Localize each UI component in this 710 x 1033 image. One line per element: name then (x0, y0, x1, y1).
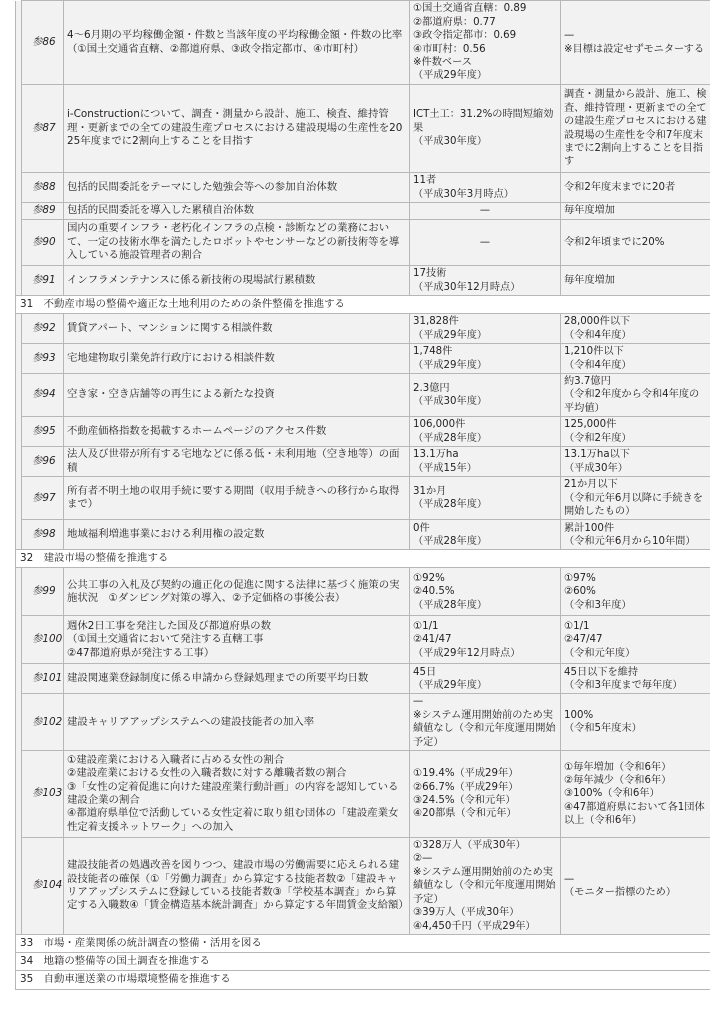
target-value: 調査・測量から設計、施工、検査、維持管理・更新までの全ての建設生産プロセスにおける建設現場の生産性を令和7年度末までに2割向上することを目指す (561, 85, 710, 173)
indicator-id: 参100 (22, 616, 64, 664)
current-value: ICT土工：31.2%の時間短縮効果 （平成30年度） (410, 85, 561, 173)
target-value: 100% （令和5年度末） (561, 694, 710, 751)
indicator-description: 包括的民間委託を導入した累積自治体数 (64, 203, 410, 220)
current-value: — ※システム運用開始前のため実績値なし（令和元年度運用開始予定） (410, 694, 561, 751)
current-value: 106,000件 （平成28年度） (410, 417, 561, 447)
target-value: 毎年度増加 (561, 203, 710, 220)
indicator-row (16, 220, 710, 266)
indicator-row (16, 374, 710, 417)
target-value: 13.1万ha以下 （平成30年） (561, 447, 710, 477)
indicator-row (16, 694, 710, 751)
indicator-id: 参97 (22, 477, 64, 520)
section-header-row (16, 934, 710, 952)
target-value: 21か月以下 （令和元年6月以降に手続きを開始したもの） (561, 477, 710, 520)
indicator-description: 空き家・空き店舗等の再生による新たな投資 (64, 374, 410, 417)
indicator-description: 建設キャリアアップシステムへの建設技能者の加入率 (64, 694, 410, 751)
target-value: 令和2年度末までに20者 (561, 173, 710, 203)
current-value: — (410, 203, 561, 220)
section-header-row (16, 970, 710, 989)
indicator-row (16, 314, 710, 344)
target-value: ①1/1 ②47/47 （令和元年度） (561, 616, 710, 664)
target-value: 累計100件 （令和元年6月から10年間） (561, 520, 710, 550)
indicator-id: 参98 (22, 520, 64, 550)
indicator-description: 地域福利増進事業における利用権の設定数 (64, 520, 410, 550)
indicator-id: 参102 (22, 694, 64, 751)
indicator-id: 参89 (22, 203, 64, 220)
target-value: 125,000件 （令和2年度） (561, 417, 710, 447)
current-value: — (410, 220, 561, 266)
indicator-id: 参94 (22, 374, 64, 417)
indicator-description: 建設関連業登録制度に係る申請から登録処理までの所要平均日数 (64, 664, 410, 694)
indicator-description: 所有者不明土地の収用手続に要する期間（収用手続きへの移行から取得まで） (64, 477, 410, 520)
indicator-row (16, 1, 710, 85)
current-value: ①328万人（平成30年） ②— ※システム運用開始前のため実績値なし（令和元年度運用開始予定） ③39万人（平成30年） ④4,450千円（平成29年） (410, 838, 561, 935)
section-title: 35 自動車運送業の市場環境整備を推進する (16, 970, 710, 989)
indicator-description: 建設技能者の処遇改善を図りつつ、建設市場の労働需要に応えられる建設技能者の確保（①「労働力調査」から算定する技能者数②「建設キャリアアップシステムに登録している技能者数③「学校基本調査」から算定する入職数④「賃金構造基本統計調査」から算定する年間賃金支給額） (64, 838, 410, 935)
target-value: 令和2年頃までに20% (561, 220, 710, 266)
indicator-id: 参90 (22, 220, 64, 266)
current-value: 1,748件 （平成29年度） (410, 344, 561, 374)
indicator-row (16, 417, 710, 447)
target-value: 毎年度増加 (561, 266, 710, 296)
indicator-description: 不動産価格指数を掲載するホームページのアクセス件数 (64, 417, 410, 447)
indicator-description: 宅地建物取引業免許行政庁における相談件数 (64, 344, 410, 374)
target-value: ①97% ②60% （令和3年度） (561, 568, 710, 616)
indicator-row (16, 616, 710, 664)
target-value: — （モニター指標のため） (561, 838, 710, 935)
current-value: 2.3億円 （平成30年度） (410, 374, 561, 417)
indicator-id: 参93 (22, 344, 64, 374)
target-value: — ※目標は設定せずモニターする (561, 1, 710, 85)
indicator-row (16, 85, 710, 173)
current-value: 17技術 （平成30年12月時点） (410, 266, 561, 296)
indicator-description: 週休2日工事を発注した国及び都道府県の数 （①国土交通省において発注する直轄工事 ②47都道府県が発注する工事） (64, 616, 410, 664)
indicator-description: 公共工事の入札及び契約の適正化の促進に関する法律に基づく施策の実施状況 ①ダンピング対策の導入、②予定価格の事後公表） (64, 568, 410, 616)
indicator-description: 4～6月期の平均稼働金額・件数と当該年度の平均稼働金額・件数の比率（①国土交通省直轄、②都道府県、③政令指定都市、④市町村） (64, 1, 410, 85)
indicator-row (16, 344, 710, 374)
current-value: ①19.4%（平成29年） ②66.7%（平成29年） ③24.5%（令和元年） ④20都県（令和元年） (410, 751, 561, 838)
indicator-row (16, 838, 710, 935)
current-value: ①1/1 ②41/47 （平成29年12月時点） (410, 616, 561, 664)
indicator-id: 参104 (22, 838, 64, 935)
indicator-id: 参99 (22, 568, 64, 616)
indicator-table-body (16, 1, 710, 990)
indicator-id: 参92 (22, 314, 64, 344)
section-header-row (16, 952, 710, 970)
indicator-row (16, 447, 710, 477)
section-title: 31 不動産市場の整備や適正な土地利用のための条件整備を推進する (16, 296, 710, 314)
indicator-id: 参103 (22, 751, 64, 838)
section-header-row (16, 296, 710, 314)
target-value: 約3.7億円 （令和2年度から令和4年度の平均値） (561, 374, 710, 417)
indicator-id: 参95 (22, 417, 64, 447)
indicator-row (16, 477, 710, 520)
indicator-id: 参87 (22, 85, 64, 173)
target-value: 1,210件以下 （令和4年度） (561, 344, 710, 374)
indicator-row (16, 266, 710, 296)
indicator-description: 国内の重要インフラ・老朽化インフラの点検・診断などの業務において、一定の技術水準を満たしたロボットやセンサーなどの新技術等を導入している施設管理者の割合 (64, 220, 410, 266)
current-value: 31か月 （平成28年度） (410, 477, 561, 520)
section-header-row (16, 550, 710, 568)
indicator-id: 参91 (22, 266, 64, 296)
target-value: ①毎年増加（令和6年） ②毎年減少（令和6年） ③100%（令和6年） ④47都道府県において各1団体以上（令和6年） (561, 751, 710, 838)
current-value: 11者 （平成30年3月時点） (410, 173, 561, 203)
indicator-row (16, 751, 710, 838)
current-value: 45日 （平成29年度） (410, 664, 561, 694)
indicator-description: ①建設産業における入職者に占める女性の割合 ②建設産業における女性の入職者数に対する離職者数の割合 ③「女性の定着促進に向けた建設産業行動計画」の内容を認知している建設企業の割合 ④都道府県単位で活動している女性定着に取り組む団体の「建設産業女性定着支援ネットワーク」への加入 (64, 751, 410, 838)
indicator-row (16, 520, 710, 550)
section-title: 33 市場・産業関係の統計調査の整備・活用を図る (16, 934, 710, 952)
indicator-row (16, 568, 710, 616)
current-value: 31,828件 （平成29年度） (410, 314, 561, 344)
indicator-description: 法人及び世帯が所有する宅地などに係る低・未利用地（空き地等）の面積 (64, 447, 410, 477)
current-value: 13.1万ha （平成15年） (410, 447, 561, 477)
indicator-row (16, 173, 710, 203)
indicator-description: 賃貸アパート、マンションに関する相談件数 (64, 314, 410, 344)
indicator-description: i-Constructionについて、調査・測量から設計、施工、検査、維持管理・更新までの全ての建設生産プロセスにおける建設現場の生産性を2025年度までに2割向上することを目指す (64, 85, 410, 173)
target-value: 45日以下を維持 （令和3年度まで毎年度） (561, 664, 710, 694)
current-value: ①92% ②40.5% （平成28年度） (410, 568, 561, 616)
current-value: 0件 （平成28年度） (410, 520, 561, 550)
indicator-id: 参86 (22, 1, 64, 85)
indicator-id: 参96 (22, 447, 64, 477)
section-title: 32 建設市場の整備を推進する (16, 550, 710, 568)
indicator-description: インフラメンテナンスに係る新技術の現場試行累積数 (64, 266, 410, 296)
indicator-table (15, 0, 710, 990)
indicator-row (16, 664, 710, 694)
section-title: 34 地籍の整備等の国土調査を推進する (16, 952, 710, 970)
indicator-id: 参88 (22, 173, 64, 203)
indicator-description: 包括的民間委託をテーマにした勉強会等への参加自治体数 (64, 173, 410, 203)
target-value: 28,000件以下 （令和4年度） (561, 314, 710, 344)
current-value: ①国土交通省直轄：0.89 ②都道府県：0.77 ③政令指定都市：0.69 ④市町村：0.56 ※件数ベース （平成29年度） (410, 1, 561, 85)
indicator-id: 参101 (22, 664, 64, 694)
indicator-row (16, 203, 710, 220)
